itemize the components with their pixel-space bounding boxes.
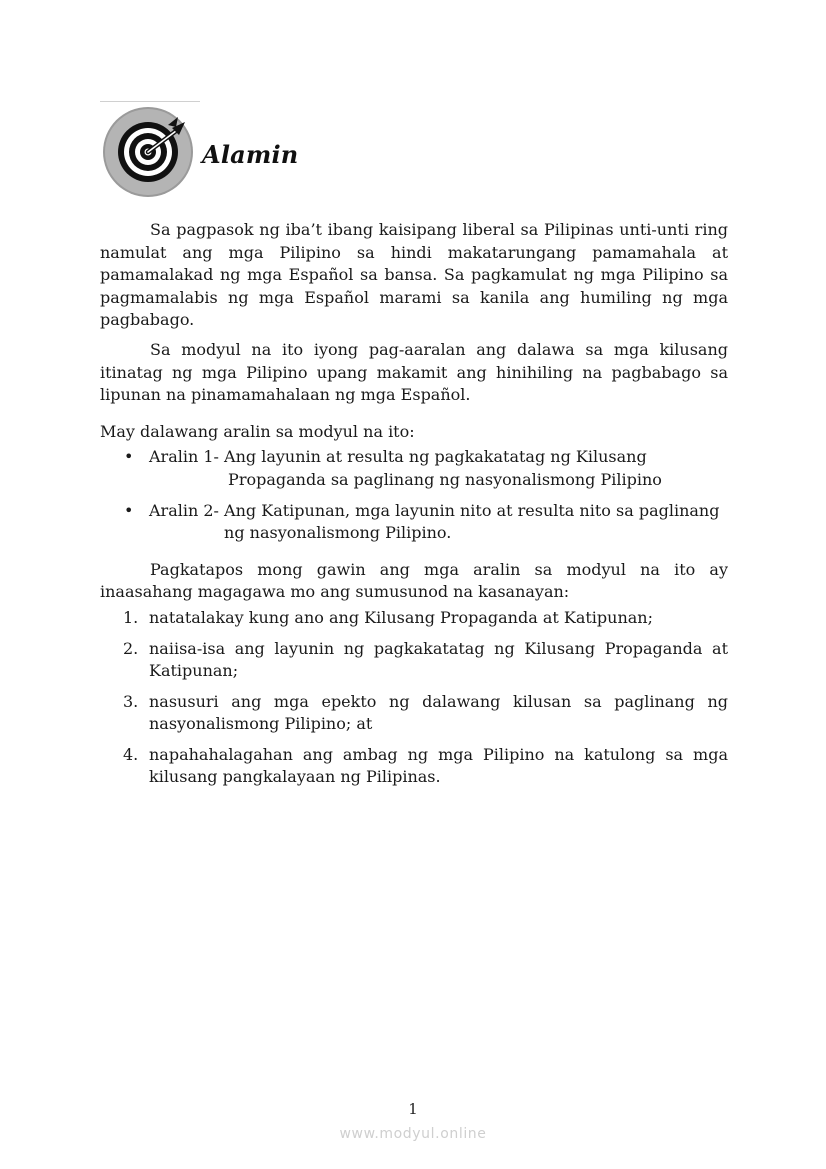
lesson-list xyxy=(100,446,728,544)
outcome-text: napahahalagahan ang ambag ng mga Pilipino na katulong sa mga kilusang pangkalayaan ng Pilipinas. xyxy=(149,744,728,787)
outcome-number: 3. xyxy=(123,691,139,711)
bullet-icon: • xyxy=(124,500,134,520)
outcome-text: nasusuri ang mga epekto ng dalawang kilusan sa paglinang ng nasyonalismong Pilipino; at xyxy=(149,691,728,734)
lesson-item xyxy=(100,446,728,491)
lesson-text-line: Propaganda sa paglinang ng nasyonalismong Pilipino xyxy=(228,469,662,489)
page-number: 1 xyxy=(408,1100,418,1118)
outcome-text: naiisa-isa ang layunin ng pagkakatatag ng Kilusang Propaganda at Katipunan; xyxy=(149,638,728,681)
outcome-number: 1. xyxy=(123,607,139,627)
target-icon xyxy=(102,106,194,198)
lesson-text-line: Ang Katipunan, mga layunin nito at resulta nito sa paglinang xyxy=(224,500,720,520)
module-content xyxy=(100,219,728,797)
outcome-list xyxy=(100,607,728,789)
lessons-intro: May dalawang aralin sa modyul na ito: xyxy=(100,421,415,441)
lesson-text-line: ng nasyonalismong Pilipino. xyxy=(224,523,452,543)
bullet-icon: • xyxy=(124,447,134,467)
outcome-number: 2. xyxy=(123,638,139,658)
top-rule xyxy=(100,101,200,102)
section-title: Alamin xyxy=(202,139,299,169)
intro-paragraph: Sa pagpasok ng iba’t ibang kaisipang liberal sa Pilipinas unti-unti ring namulat ang mga Pilipino sa hindi makatarungang pamamahala at pamamalakad ng mga Español sa bansa. Sa pagkamulat ng mga Pilipino sa pagmamalabis ng mga Español marami sa kanila ang humiling ng mga pagbabago. xyxy=(100,220,728,330)
outcome-item xyxy=(100,638,728,683)
module-description-paragraph: Sa modyul na ito iyong pag-aaralan ang dalawa sa mga kilusang itinatag ng mga Pilipino upang makamit ang hinihiling na pagbabago sa lipunan na pinamamahalaan ng mga Español. xyxy=(100,339,728,405)
outcome-item xyxy=(100,744,728,789)
watermark: www.modyul.online xyxy=(339,1126,487,1142)
outcome-item xyxy=(100,691,728,736)
lesson-item xyxy=(100,500,728,545)
outcomes-intro: Pagkatapos mong gawin ang mga aralin sa modyul na ito ay inaasahang magagawa mo ang sumusunod na kasanayan: xyxy=(100,559,728,602)
outcome-item xyxy=(100,607,728,630)
lesson-text-line: Ang layunin at resulta ng pagkakatatag ng Kilusang xyxy=(224,447,647,467)
lesson-label: Aralin 1- xyxy=(149,447,225,467)
lesson-label: Aralin 2- xyxy=(149,500,225,520)
outcome-number: 4. xyxy=(123,744,139,764)
outcome-text: natatalakay kung ano ang Kilusang Propaganda at Katipunan; xyxy=(149,607,653,627)
section-header xyxy=(102,106,298,198)
